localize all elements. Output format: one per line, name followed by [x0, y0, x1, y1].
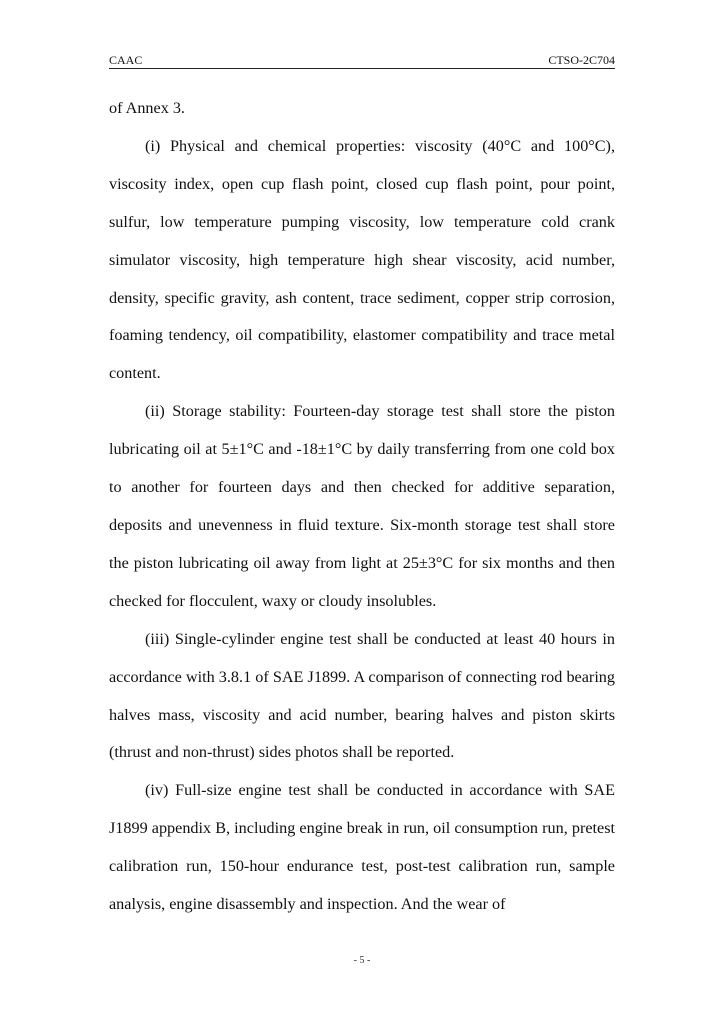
- header-document-id: CTSO-2C704: [548, 53, 615, 67]
- paragraph-full-size-engine-test: (iv) Full-size engine test shall be conducted in accordance with SAE J1899 appendix B, including engine break in run, oil consumption run, pretest calibration run, 150-hour endurance test, post-test calibration run, sample analysis, engine disassembly and inspection. And the wear of: [109, 781, 615, 914]
- page-body: [109, 90, 615, 924]
- paragraph-physical-chemical-properties: (i) Physical and chemical properties: viscosity (40°C and 100°C), viscosity index, open cup flash point, closed cup flash point, pour point, sulfur, low temperature pumping viscosity, low temperature cold crank simulator viscosity, high temperature high shear viscosity, acid number, density, specific gravity, ash content, trace sediment, copper strip corrosion, foaming tendency, oil compatibility, elastomer compatibility and trace metal content.: [109, 136, 615, 383]
- page-number: - 5 -: [353, 955, 371, 966]
- paragraph-storage-stability: (ii) Storage stability: Fourteen-day storage test shall store the piston lubricating oil at 5±1°C and -18±1°C by daily transferring from one cold box to another for fourteen days and then checked for additive separation, deposits and unevenness in fluid texture. Six-month storage test shall store the piston lubricating oil away from light at 25±3°C for six months and then checked for flocculent, waxy or cloudy insolubles.: [109, 402, 615, 610]
- paragraph-continuation: of Annex 3.: [109, 99, 185, 117]
- page-header: [109, 52, 615, 69]
- paragraph-single-cylinder-test: (iii) Single-cylinder engine test shall be conducted at least 40 hours in accordance with 3.8.1 of SAE J1899. A comparison of connecting rod bearing halves mass, viscosity and acid number, bearing halves and piston skirts (thrust and non-thrust) sides photos shall be reported.: [109, 629, 615, 762]
- header-organization: CAAC: [109, 53, 143, 67]
